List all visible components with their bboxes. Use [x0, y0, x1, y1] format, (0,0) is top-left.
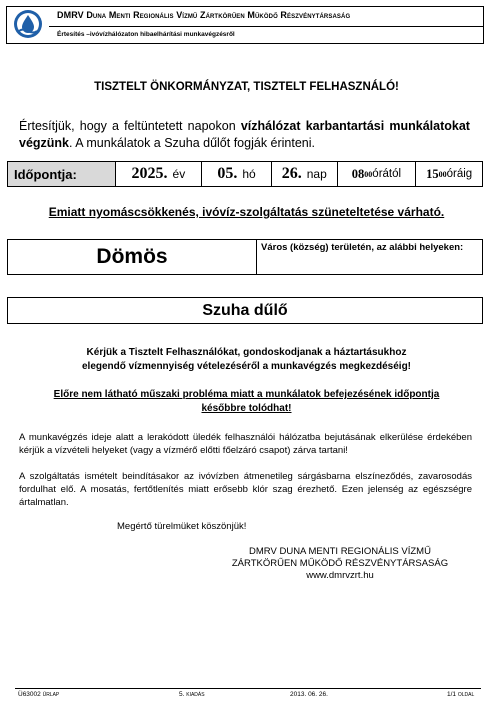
- time-from-cell: [338, 162, 417, 186]
- time-to-unit: óráig: [446, 168, 473, 180]
- time-to-cell: [416, 162, 482, 186]
- town-label: Város (község) területén, az alábbi helyeken:: [261, 242, 464, 253]
- edition-value: 5.: [179, 691, 185, 698]
- notice-line-1: Előre nem látható műszaki probléma miatt a munkálatok befejezésének időpontja: [53, 389, 440, 400]
- header-divider: [49, 26, 483, 27]
- request-line-1: Kérjük a Tisztelt Felhasználókat, gondoskodjanak a háztartásukhoz: [86, 347, 407, 358]
- document-subtitle: Értesítés –ivóvízhálózaton hibaelhárítási munkavégzésről: [57, 31, 235, 38]
- time-to-minutes: 00: [438, 169, 447, 179]
- form-date: 2013. 06. 26.: [290, 691, 328, 698]
- signature-line-1: DMRV DUNA MENTI REGIONÁLIS VÍZMŰ: [249, 546, 431, 557]
- date-day: 26.: [281, 165, 302, 182]
- form-code-unit: ŰRLAP: [42, 692, 60, 698]
- form-code-value: Ü63002: [18, 691, 41, 698]
- intro-text-1: Értesítjük, hogy a feltüntetett napokon: [19, 119, 241, 133]
- date-month: 05.: [217, 165, 238, 182]
- intro-paragraph: [19, 118, 470, 152]
- date-month-cell: [202, 162, 272, 186]
- form-code: [18, 691, 59, 698]
- intro-text-2: . A munkálatok a Szuha dűlőt fogják érinteni.: [69, 136, 316, 150]
- greeting-heading: TISZTELT ÖNKORMÁNYZAT, TISZTELT FELHASZNÁLÓ!: [94, 81, 399, 93]
- document-header: [6, 6, 484, 44]
- date-year-unit: év: [172, 167, 186, 181]
- service-warning: Emiatt nyomáscsökkenés, ivóvíz-szolgáltatás szüneteltetése várható.: [48, 205, 445, 219]
- document-footer: [15, 688, 481, 698]
- location-box: Szuha dűlő: [7, 297, 483, 324]
- company-website: www.dmrvzrt.hu: [306, 570, 374, 581]
- sediment-paragraph: A munkavégzés ideje alatt a lerakódott üledék felhasználói hálózatba bejutásának elkerülése érdekében kérjük a vízvételi helyeket (vagy a vízmérő előtti főelzáró csapot) zárva tartani!: [19, 432, 472, 456]
- time-from-minutes: 00: [364, 169, 373, 179]
- time-to-hour: 15: [426, 166, 439, 181]
- date-day-unit: nap: [306, 167, 327, 181]
- town-name: Dömös: [8, 240, 257, 274]
- town-table: [7, 239, 483, 275]
- request-line-2: elegendő vízmennyiség vételezéséről a munkavégzés megkezdéséig!: [81, 361, 412, 372]
- intro-bold-text: vízhálózat karbantartási munkálatokat végzünk: [19, 119, 470, 150]
- page-number: [447, 691, 474, 698]
- company-logo-icon: [13, 9, 43, 39]
- restart-paragraph: A szolgáltatás ismételt beindításakor az ivóvízben átmenetileg sárgásbarna elszíneződés, zavarosodás fordulhat elő. A mosatás, fertőtlenítés miatt erősebb klór szag érezhető. Ezen jelenség az egészségre ártalmatlan.: [19, 471, 472, 508]
- edition-unit: KIADÁS: [186, 692, 205, 698]
- date-year-cell: [116, 162, 203, 186]
- date-table: [7, 161, 483, 187]
- page-unit: OLDAL: [457, 692, 475, 698]
- date-month-unit: hó: [242, 167, 256, 181]
- time-from-hour: 08: [351, 166, 365, 181]
- date-label: Időpontja:: [8, 162, 116, 186]
- time-from-unit: órától: [372, 168, 402, 180]
- request-text: [0, 346, 493, 374]
- signature-line-2: ZÁRTKÖRŰEN MŰKÖDŐ RÉSZVÉNYTÁRSASÁG: [231, 558, 449, 569]
- thanks-text: Megértő türelmüket köszönjük!: [117, 521, 247, 532]
- date-day-cell: [272, 162, 338, 186]
- delay-notice: [0, 388, 493, 416]
- edition: [179, 691, 205, 698]
- page-value: 1/1: [447, 691, 457, 698]
- notice-line-2: későbbre tolódhat!: [201, 403, 292, 414]
- company-title: DMRV Duna Menti Regionális Vízmű Zártkörűen Működő Részvénytársaság: [57, 10, 351, 20]
- date-year: 2025.: [131, 165, 168, 182]
- signature-block: [210, 546, 470, 582]
